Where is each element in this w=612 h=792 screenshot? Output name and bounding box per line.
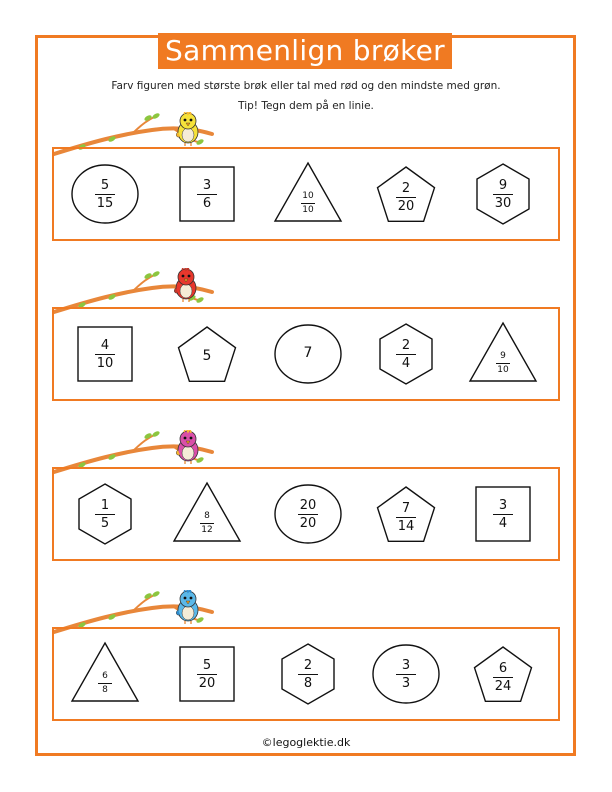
- square-shape[interactable]: [172, 159, 242, 229]
- fraction-numerator: 2: [303, 657, 313, 673]
- fraction-numerator: 3: [498, 497, 508, 513]
- fraction-denominator: 15: [96, 195, 114, 211]
- fraction: [371, 502, 441, 533]
- fraction-bar: [493, 514, 513, 515]
- fraction-bar: [197, 194, 217, 195]
- fraction: [273, 659, 343, 690]
- square-shape[interactable]: [468, 479, 538, 549]
- fraction-denominator: 10: [497, 364, 509, 375]
- fraction-bar: [298, 514, 318, 515]
- fraction-denominator: 4: [498, 515, 508, 531]
- hexagon-shape[interactable]: [273, 639, 343, 709]
- fraction-numerator: 5: [100, 177, 110, 193]
- square-shape[interactable]: [172, 639, 242, 709]
- square-shape[interactable]: [70, 319, 140, 389]
- fraction-denominator: 8: [303, 675, 313, 691]
- fraction-denominator: 20: [198, 675, 216, 691]
- fraction-numerator: 4: [100, 337, 110, 353]
- fraction: [273, 192, 343, 215]
- footer-credit: ©legoglektie.dk: [261, 736, 351, 749]
- fraction-numerator: 9: [500, 350, 506, 361]
- fraction-bar: [496, 363, 510, 364]
- fraction-numerator: 1: [100, 497, 110, 513]
- fraction-denominator: 14: [397, 518, 415, 534]
- fraction-numerator: 8: [204, 510, 210, 521]
- fraction: [172, 659, 242, 690]
- fraction-bar: [493, 677, 513, 678]
- fraction: [273, 499, 343, 530]
- fraction-denominator: 5: [100, 515, 110, 531]
- fraction-numerator: 2: [401, 180, 411, 196]
- hexagon-shape[interactable]: [371, 319, 441, 389]
- fraction-bar: [396, 674, 416, 675]
- blue-bird-icon: [174, 590, 202, 628]
- triangle-shape[interactable]: [172, 479, 242, 549]
- pink-bird-icon: [174, 430, 202, 468]
- fraction-numerator: 10: [302, 190, 314, 201]
- shape-value: 7: [303, 345, 313, 361]
- fraction-denominator: 4: [401, 355, 411, 371]
- fraction-bar: [298, 674, 318, 675]
- fraction: [172, 512, 242, 535]
- fraction-denominator: 24: [494, 678, 512, 694]
- fraction: [468, 352, 538, 375]
- fraction-denominator: 6: [202, 195, 212, 211]
- fraction-numerator: 9: [498, 177, 508, 193]
- fraction: [371, 339, 441, 370]
- fraction: [70, 499, 140, 530]
- page-title: Sammenlign brøker: [158, 33, 452, 69]
- triangle-shape[interactable]: [468, 319, 538, 389]
- fraction-numerator: 20: [299, 497, 317, 513]
- hexagon-shape[interactable]: [468, 159, 538, 229]
- fraction-numerator: 2: [401, 337, 411, 353]
- fraction-bar: [95, 194, 115, 195]
- fraction-bar: [95, 514, 115, 515]
- fraction: [371, 659, 441, 690]
- fraction: [371, 182, 441, 213]
- fraction-bar: [197, 674, 217, 675]
- pentagon-shape[interactable]: [371, 479, 441, 549]
- fraction-denominator: 10: [302, 204, 314, 215]
- circle-shape[interactable]: [371, 639, 441, 709]
- instruction-line-2: Tip! Tegn dem på en linie.: [238, 100, 374, 112]
- pentagon-shape[interactable]: [172, 319, 242, 389]
- triangle-shape[interactable]: [70, 639, 140, 709]
- fraction: [70, 179, 140, 210]
- fraction-numerator: 5: [202, 657, 212, 673]
- yellow-bird-icon: [174, 112, 202, 150]
- fraction-bar: [200, 523, 214, 524]
- fraction-numerator: 3: [401, 657, 411, 673]
- fraction-bar: [493, 194, 513, 195]
- fraction-bar: [301, 203, 315, 204]
- fraction-denominator: 30: [494, 195, 512, 211]
- fraction: [468, 499, 538, 530]
- fraction-bar: [396, 354, 416, 355]
- fraction-denominator: 20: [299, 515, 317, 531]
- fraction: [172, 179, 242, 210]
- fraction-numerator: 6: [102, 670, 108, 681]
- fraction-bar: [396, 197, 416, 198]
- fraction-numerator: 6: [498, 660, 508, 676]
- red-bird-icon: [172, 268, 200, 306]
- circle-shape[interactable]: [273, 479, 343, 549]
- fraction: [468, 179, 538, 210]
- fraction-numerator: 7: [401, 500, 411, 516]
- pentagon-shape[interactable]: [371, 159, 441, 229]
- pentagon-shape[interactable]: [468, 639, 538, 709]
- circle-shape[interactable]: [70, 159, 140, 229]
- hexagon-shape[interactable]: [70, 479, 140, 549]
- fraction: [70, 672, 140, 695]
- shape-value: 5: [202, 348, 212, 364]
- fraction-denominator: 12: [201, 524, 213, 535]
- instruction-line-1: Farv figuren med største brøk eller tal med rød og den mindste med grøn.: [111, 80, 501, 92]
- fraction-denominator: 8: [102, 684, 108, 695]
- fraction-bar: [98, 683, 112, 684]
- fraction-denominator: 20: [397, 198, 415, 214]
- fraction-bar: [95, 354, 115, 355]
- fraction: [70, 339, 140, 370]
- fraction-denominator: 3: [401, 675, 411, 691]
- triangle-shape[interactable]: [273, 159, 343, 229]
- fraction-numerator: 3: [202, 177, 212, 193]
- circle-shape[interactable]: [273, 319, 343, 389]
- fraction: [468, 662, 538, 693]
- fraction-denominator: 10: [96, 355, 114, 371]
- fraction-bar: [396, 517, 416, 518]
